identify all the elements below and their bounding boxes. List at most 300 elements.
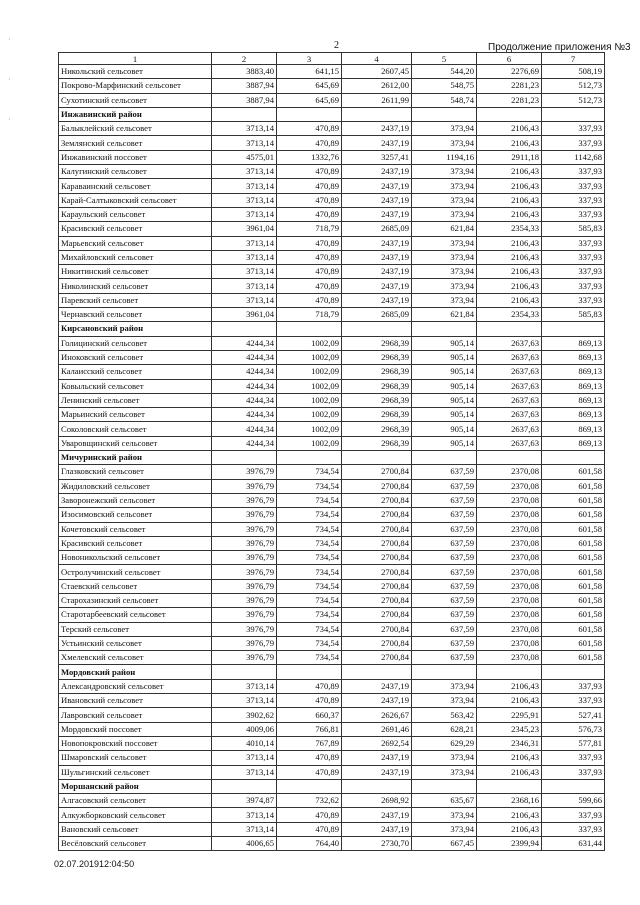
value-cell: 3976,79 xyxy=(212,536,277,550)
value-cell: 470,89 xyxy=(277,694,342,708)
value-cell: 470,89 xyxy=(277,293,342,307)
table-row xyxy=(59,465,605,479)
table-row xyxy=(59,579,605,593)
value-cell: 628,21 xyxy=(412,722,477,736)
empty-cell xyxy=(412,779,477,793)
value-cell: 2968,39 xyxy=(342,365,412,379)
value-cell: 631,44 xyxy=(542,837,605,851)
value-cell: 2370,08 xyxy=(477,551,542,565)
value-cell: 544,20 xyxy=(412,65,477,79)
empty-cell xyxy=(542,322,605,336)
district-header-row xyxy=(59,107,605,121)
value-cell: 512,73 xyxy=(542,93,605,107)
value-cell: 2700,84 xyxy=(342,636,412,650)
value-cell: 3887,94 xyxy=(212,79,277,93)
empty-cell xyxy=(477,107,542,121)
value-cell: 767,89 xyxy=(277,736,342,750)
settlement-name: Сухотинский сельсовет xyxy=(59,93,212,107)
value-cell: 2106,43 xyxy=(477,250,542,264)
table-row xyxy=(59,308,605,322)
value-cell: 637,59 xyxy=(412,651,477,665)
value-cell: 2370,08 xyxy=(477,651,542,665)
value-cell: 2106,43 xyxy=(477,193,542,207)
value-cell: 869,13 xyxy=(542,365,605,379)
district-header-row xyxy=(59,451,605,465)
empty-cell xyxy=(277,322,342,336)
value-cell: 1002,09 xyxy=(277,408,342,422)
value-cell: 512,73 xyxy=(542,79,605,93)
settlement-name: Шульгинский сельсовет xyxy=(59,765,212,779)
settlement-name: Новопокровский поссовет xyxy=(59,736,212,750)
value-cell: 601,58 xyxy=(542,593,605,607)
value-cell: 599,66 xyxy=(542,794,605,808)
value-cell: 601,58 xyxy=(542,493,605,507)
settlement-name: Караульский сельсовет xyxy=(59,207,212,221)
settlement-name: Алкужборковский сельсовет xyxy=(59,808,212,822)
value-cell: 601,58 xyxy=(542,522,605,536)
table-row xyxy=(59,794,605,808)
value-cell: 2370,08 xyxy=(477,465,542,479)
value-cell: 563,42 xyxy=(412,708,477,722)
print-timestamp: 02.07.201912:04:50 xyxy=(54,859,135,869)
settlement-name: Старотарбеевский сельсовет xyxy=(59,608,212,622)
value-cell: 337,93 xyxy=(542,236,605,250)
value-cell: 2370,08 xyxy=(477,493,542,507)
table-row xyxy=(59,651,605,665)
value-cell: 373,94 xyxy=(412,193,477,207)
value-cell: 3713,14 xyxy=(212,165,277,179)
value-cell: 637,59 xyxy=(412,579,477,593)
table-row xyxy=(59,65,605,79)
value-cell: 2692,54 xyxy=(342,736,412,750)
value-cell: 3713,14 xyxy=(212,122,277,136)
value-cell: 637,59 xyxy=(412,536,477,550)
value-cell: 3976,79 xyxy=(212,579,277,593)
settlement-name: Терский сельсовет xyxy=(59,622,212,636)
value-cell: 470,89 xyxy=(277,179,342,193)
table-row xyxy=(59,536,605,550)
value-cell: 337,93 xyxy=(542,679,605,693)
empty-cell xyxy=(212,665,277,679)
value-cell: 629,29 xyxy=(412,736,477,750)
value-cell: 2345,23 xyxy=(477,722,542,736)
column-header: 6 xyxy=(477,53,542,65)
value-cell: 2370,08 xyxy=(477,479,542,493)
value-cell: 2637,63 xyxy=(477,436,542,450)
settlement-name: Покрово-Марфинский сельсовет xyxy=(59,79,212,93)
settlement-name: Калаисский сельсовет xyxy=(59,365,212,379)
table-row xyxy=(59,250,605,264)
empty-cell xyxy=(277,665,342,679)
table-row xyxy=(59,436,605,450)
value-cell: 470,89 xyxy=(277,165,342,179)
value-cell: 734,54 xyxy=(277,636,342,650)
value-cell: 905,14 xyxy=(412,336,477,350)
table-row xyxy=(59,122,605,136)
table-row xyxy=(59,207,605,221)
table-row xyxy=(59,736,605,750)
value-cell: 2637,63 xyxy=(477,393,542,407)
value-cell: 3976,79 xyxy=(212,622,277,636)
value-cell: 764,40 xyxy=(277,837,342,851)
value-cell: 645,69 xyxy=(277,93,342,107)
table-row xyxy=(59,79,605,93)
value-cell: 2106,43 xyxy=(477,751,542,765)
value-cell: 4244,34 xyxy=(212,436,277,450)
value-cell: 2437,19 xyxy=(342,165,412,179)
empty-cell xyxy=(212,779,277,793)
settlement-name: Паревский сельсовет xyxy=(59,293,212,307)
value-cell: 373,94 xyxy=(412,165,477,179)
value-cell: 601,58 xyxy=(542,508,605,522)
value-cell: 2281,23 xyxy=(477,79,542,93)
value-cell: 2370,08 xyxy=(477,593,542,607)
table-row xyxy=(59,722,605,736)
value-cell: 2700,84 xyxy=(342,608,412,622)
value-cell: 734,54 xyxy=(277,565,342,579)
value-cell: 2700,84 xyxy=(342,479,412,493)
value-cell: 3976,79 xyxy=(212,608,277,622)
value-cell: 470,89 xyxy=(277,751,342,765)
value-cell: 2368,16 xyxy=(477,794,542,808)
value-cell: 869,13 xyxy=(542,436,605,450)
empty-cell xyxy=(277,451,342,465)
settlement-name: Новоникольский сельсовет xyxy=(59,551,212,565)
value-cell: 4244,34 xyxy=(212,365,277,379)
value-cell: 4010,14 xyxy=(212,736,277,750)
value-cell: 2700,84 xyxy=(342,465,412,479)
column-header: 2 xyxy=(212,53,277,65)
value-cell: 3713,14 xyxy=(212,765,277,779)
value-cell: 3902,62 xyxy=(212,708,277,722)
value-cell: 577,81 xyxy=(542,736,605,750)
settlement-name: Стаевский сельсовет xyxy=(59,579,212,593)
value-cell: 1002,09 xyxy=(277,436,342,450)
value-cell: 3713,14 xyxy=(212,236,277,250)
value-cell: 470,89 xyxy=(277,207,342,221)
value-cell: 734,54 xyxy=(277,508,342,522)
empty-cell xyxy=(342,779,412,793)
value-cell: 734,54 xyxy=(277,651,342,665)
value-cell: 637,59 xyxy=(412,522,477,536)
value-cell: 601,58 xyxy=(542,551,605,565)
data-table xyxy=(58,52,605,851)
settlement-name: Александровский сельсовет xyxy=(59,679,212,693)
settlement-name: Соколовский сельсовет xyxy=(59,422,212,436)
value-cell: 1002,09 xyxy=(277,422,342,436)
value-cell: 470,89 xyxy=(277,265,342,279)
value-cell: 637,59 xyxy=(412,608,477,622)
value-cell: 905,14 xyxy=(412,436,477,450)
value-cell: 734,54 xyxy=(277,479,342,493)
table-row xyxy=(59,679,605,693)
table-row xyxy=(59,479,605,493)
value-cell: 2700,84 xyxy=(342,651,412,665)
table-row xyxy=(59,150,605,164)
value-cell: 734,54 xyxy=(277,608,342,622)
settlement-name: Шмаровский сельсовет xyxy=(59,751,212,765)
value-cell: 2106,43 xyxy=(477,679,542,693)
value-cell: 3257,41 xyxy=(342,150,412,164)
value-cell: 2437,19 xyxy=(342,765,412,779)
district-name: Инжавинский район xyxy=(59,107,212,121)
district-header-row xyxy=(59,322,605,336)
value-cell: 601,58 xyxy=(542,479,605,493)
settlement-name: Изосимовский сельсовет xyxy=(59,508,212,522)
value-cell: 373,94 xyxy=(412,751,477,765)
value-cell: 2691,46 xyxy=(342,722,412,736)
district-header-row xyxy=(59,665,605,679)
value-cell: 337,93 xyxy=(542,822,605,836)
value-cell: 2698,92 xyxy=(342,794,412,808)
value-cell: 2437,19 xyxy=(342,751,412,765)
value-cell: 3976,79 xyxy=(212,522,277,536)
value-cell: 4006,65 xyxy=(212,837,277,851)
empty-cell xyxy=(412,451,477,465)
settlement-name: Остролучинский сельсовет xyxy=(59,565,212,579)
value-cell: 3976,79 xyxy=(212,479,277,493)
value-cell: 3713,14 xyxy=(212,265,277,279)
table-row xyxy=(59,165,605,179)
value-cell: 1142,68 xyxy=(542,150,605,164)
settlement-name: Лавровский сельсовет xyxy=(59,708,212,722)
value-cell: 4244,34 xyxy=(212,408,277,422)
value-cell: 2106,43 xyxy=(477,694,542,708)
settlement-name: Весёловский сельсовет xyxy=(59,837,212,851)
table-row xyxy=(59,608,605,622)
settlement-name: Глазковский сельсовет xyxy=(59,465,212,479)
value-cell: 2370,08 xyxy=(477,565,542,579)
table-row xyxy=(59,279,605,293)
value-cell: 3976,79 xyxy=(212,551,277,565)
value-cell: 337,93 xyxy=(542,207,605,221)
value-cell: 2637,63 xyxy=(477,379,542,393)
value-cell: 2106,43 xyxy=(477,207,542,221)
value-cell: 905,14 xyxy=(412,365,477,379)
value-cell: 3713,14 xyxy=(212,193,277,207)
value-cell: 2968,39 xyxy=(342,379,412,393)
value-cell: 4575,01 xyxy=(212,150,277,164)
value-cell: 470,89 xyxy=(277,250,342,264)
empty-cell xyxy=(212,322,277,336)
value-cell: 3713,14 xyxy=(212,694,277,708)
value-cell: 601,58 xyxy=(542,579,605,593)
settlement-name: Михайловский сельсовет xyxy=(59,250,212,264)
table-row xyxy=(59,365,605,379)
table-row xyxy=(59,694,605,708)
value-cell: 1002,09 xyxy=(277,379,342,393)
appendix-title: Продолжение приложения №3 xyxy=(488,42,631,53)
header-row xyxy=(59,53,605,65)
settlement-name: Николинский сельсовет xyxy=(59,279,212,293)
empty-cell xyxy=(412,107,477,121)
value-cell: 718,79 xyxy=(277,308,342,322)
value-cell: 1194,16 xyxy=(412,150,477,164)
table-row xyxy=(59,136,605,150)
value-cell: 2700,84 xyxy=(342,536,412,550)
settlement-name: Караваинский сельсовет xyxy=(59,179,212,193)
value-cell: 373,94 xyxy=(412,236,477,250)
value-cell: 2370,08 xyxy=(477,622,542,636)
value-cell: 3713,14 xyxy=(212,808,277,822)
column-header: 3 xyxy=(277,53,342,65)
empty-cell xyxy=(477,665,542,679)
value-cell: 3713,14 xyxy=(212,293,277,307)
value-cell: 4244,34 xyxy=(212,422,277,436)
value-cell: 2295,91 xyxy=(477,708,542,722)
value-cell: 2437,19 xyxy=(342,679,412,693)
table-row xyxy=(59,508,605,522)
value-cell: 2968,39 xyxy=(342,393,412,407)
value-cell: 637,59 xyxy=(412,479,477,493)
table-row xyxy=(59,765,605,779)
empty-cell xyxy=(277,107,342,121)
value-cell: 1002,09 xyxy=(277,336,342,350)
value-cell: 2637,63 xyxy=(477,336,542,350)
value-cell: 2437,19 xyxy=(342,808,412,822)
table-row xyxy=(59,622,605,636)
value-cell: 3961,04 xyxy=(212,308,277,322)
value-cell: 2437,19 xyxy=(342,122,412,136)
value-cell: 905,14 xyxy=(412,393,477,407)
settlement-name: Ковыльский сельсовет xyxy=(59,379,212,393)
value-cell: 1002,09 xyxy=(277,393,342,407)
table-row xyxy=(59,522,605,536)
page-number: 2 xyxy=(334,40,339,51)
settlement-name: Жидиловский сельсовет xyxy=(59,479,212,493)
table-row xyxy=(59,708,605,722)
value-cell: 548,74 xyxy=(412,93,477,107)
table-row xyxy=(59,179,605,193)
value-cell: 3713,14 xyxy=(212,751,277,765)
value-cell: 3976,79 xyxy=(212,593,277,607)
value-cell: 637,59 xyxy=(412,565,477,579)
table-row xyxy=(59,422,605,436)
table-row xyxy=(59,265,605,279)
value-cell: 3713,14 xyxy=(212,136,277,150)
value-cell: 2437,19 xyxy=(342,822,412,836)
settlement-name: Красивский сельсовет xyxy=(59,222,212,236)
empty-cell xyxy=(212,107,277,121)
settlement-name: Кочетовский сельсовет xyxy=(59,522,212,536)
settlement-name: Устьинский сельсовет xyxy=(59,636,212,650)
table-row xyxy=(59,293,605,307)
value-cell: 3974,87 xyxy=(212,794,277,808)
value-cell: 601,58 xyxy=(542,565,605,579)
value-cell: 2106,43 xyxy=(477,165,542,179)
value-cell: 337,93 xyxy=(542,265,605,279)
value-cell: 2611,99 xyxy=(342,93,412,107)
value-cell: 548,75 xyxy=(412,79,477,93)
value-cell: 905,14 xyxy=(412,408,477,422)
value-cell: 601,58 xyxy=(542,536,605,550)
table-row xyxy=(59,193,605,207)
settlement-name: Уваровщинский сельсовет xyxy=(59,436,212,450)
value-cell: 2968,39 xyxy=(342,350,412,364)
value-cell: 2106,43 xyxy=(477,179,542,193)
value-cell: 2700,84 xyxy=(342,493,412,507)
district-name: Кирсановский район xyxy=(59,322,212,336)
value-cell: 3713,14 xyxy=(212,822,277,836)
value-cell: 3713,14 xyxy=(212,679,277,693)
table-row xyxy=(59,551,605,565)
value-cell: 3713,14 xyxy=(212,279,277,293)
value-cell: 3713,14 xyxy=(212,207,277,221)
value-cell: 3713,14 xyxy=(212,250,277,264)
table-row xyxy=(59,408,605,422)
value-cell: 2346,31 xyxy=(477,736,542,750)
value-cell: 621,84 xyxy=(412,308,477,322)
value-cell: 645,69 xyxy=(277,79,342,93)
value-cell: 373,94 xyxy=(412,279,477,293)
value-cell: 2281,23 xyxy=(477,93,542,107)
value-cell: 601,58 xyxy=(542,608,605,622)
value-cell: 732,62 xyxy=(277,794,342,808)
settlement-name: Марьинский сельсовет xyxy=(59,408,212,422)
value-cell: 2437,19 xyxy=(342,193,412,207)
value-cell: 2968,39 xyxy=(342,422,412,436)
table-row xyxy=(59,222,605,236)
value-cell: 4244,34 xyxy=(212,350,277,364)
value-cell: 2637,63 xyxy=(477,408,542,422)
settlement-name: Красивский сельсовет xyxy=(59,536,212,550)
table-row xyxy=(59,593,605,607)
value-cell: 2370,08 xyxy=(477,579,542,593)
value-cell: 667,45 xyxy=(412,837,477,851)
settlement-name: Чернавский сельсовет xyxy=(59,308,212,322)
value-cell: 3976,79 xyxy=(212,651,277,665)
table-row xyxy=(59,565,605,579)
table-row xyxy=(59,393,605,407)
column-header: 4 xyxy=(342,53,412,65)
settlement-name: Никитинский сельсовет xyxy=(59,265,212,279)
value-cell: 869,13 xyxy=(542,393,605,407)
value-cell: 373,94 xyxy=(412,808,477,822)
value-cell: 637,59 xyxy=(412,508,477,522)
value-cell: 373,94 xyxy=(412,293,477,307)
value-cell: 2437,19 xyxy=(342,279,412,293)
value-cell: 1002,09 xyxy=(277,365,342,379)
value-cell: 2106,43 xyxy=(477,808,542,822)
value-cell: 2276,69 xyxy=(477,65,542,79)
value-cell: 337,93 xyxy=(542,279,605,293)
value-cell: 2370,08 xyxy=(477,508,542,522)
table-row xyxy=(59,350,605,364)
value-cell: 373,94 xyxy=(412,179,477,193)
value-cell: 3961,04 xyxy=(212,222,277,236)
value-cell: 470,89 xyxy=(277,236,342,250)
empty-cell xyxy=(212,451,277,465)
value-cell: 2637,63 xyxy=(477,365,542,379)
value-cell: 905,14 xyxy=(412,379,477,393)
district-name: Моршанский район xyxy=(59,779,212,793)
table-row xyxy=(59,93,605,107)
value-cell: 3976,79 xyxy=(212,465,277,479)
value-cell: 373,94 xyxy=(412,694,477,708)
empty-cell xyxy=(277,779,342,793)
settlement-name: Карай-Салтыковский сельсовет xyxy=(59,193,212,207)
value-cell: 718,79 xyxy=(277,222,342,236)
value-cell: 905,14 xyxy=(412,350,477,364)
value-cell: 470,89 xyxy=(277,136,342,150)
value-cell: 734,54 xyxy=(277,593,342,607)
value-cell: 4009,06 xyxy=(212,722,277,736)
empty-cell xyxy=(477,779,542,793)
value-cell: 2700,84 xyxy=(342,551,412,565)
value-cell: 734,54 xyxy=(277,579,342,593)
district-name: Мичуринский район xyxy=(59,451,212,465)
table-row xyxy=(59,493,605,507)
